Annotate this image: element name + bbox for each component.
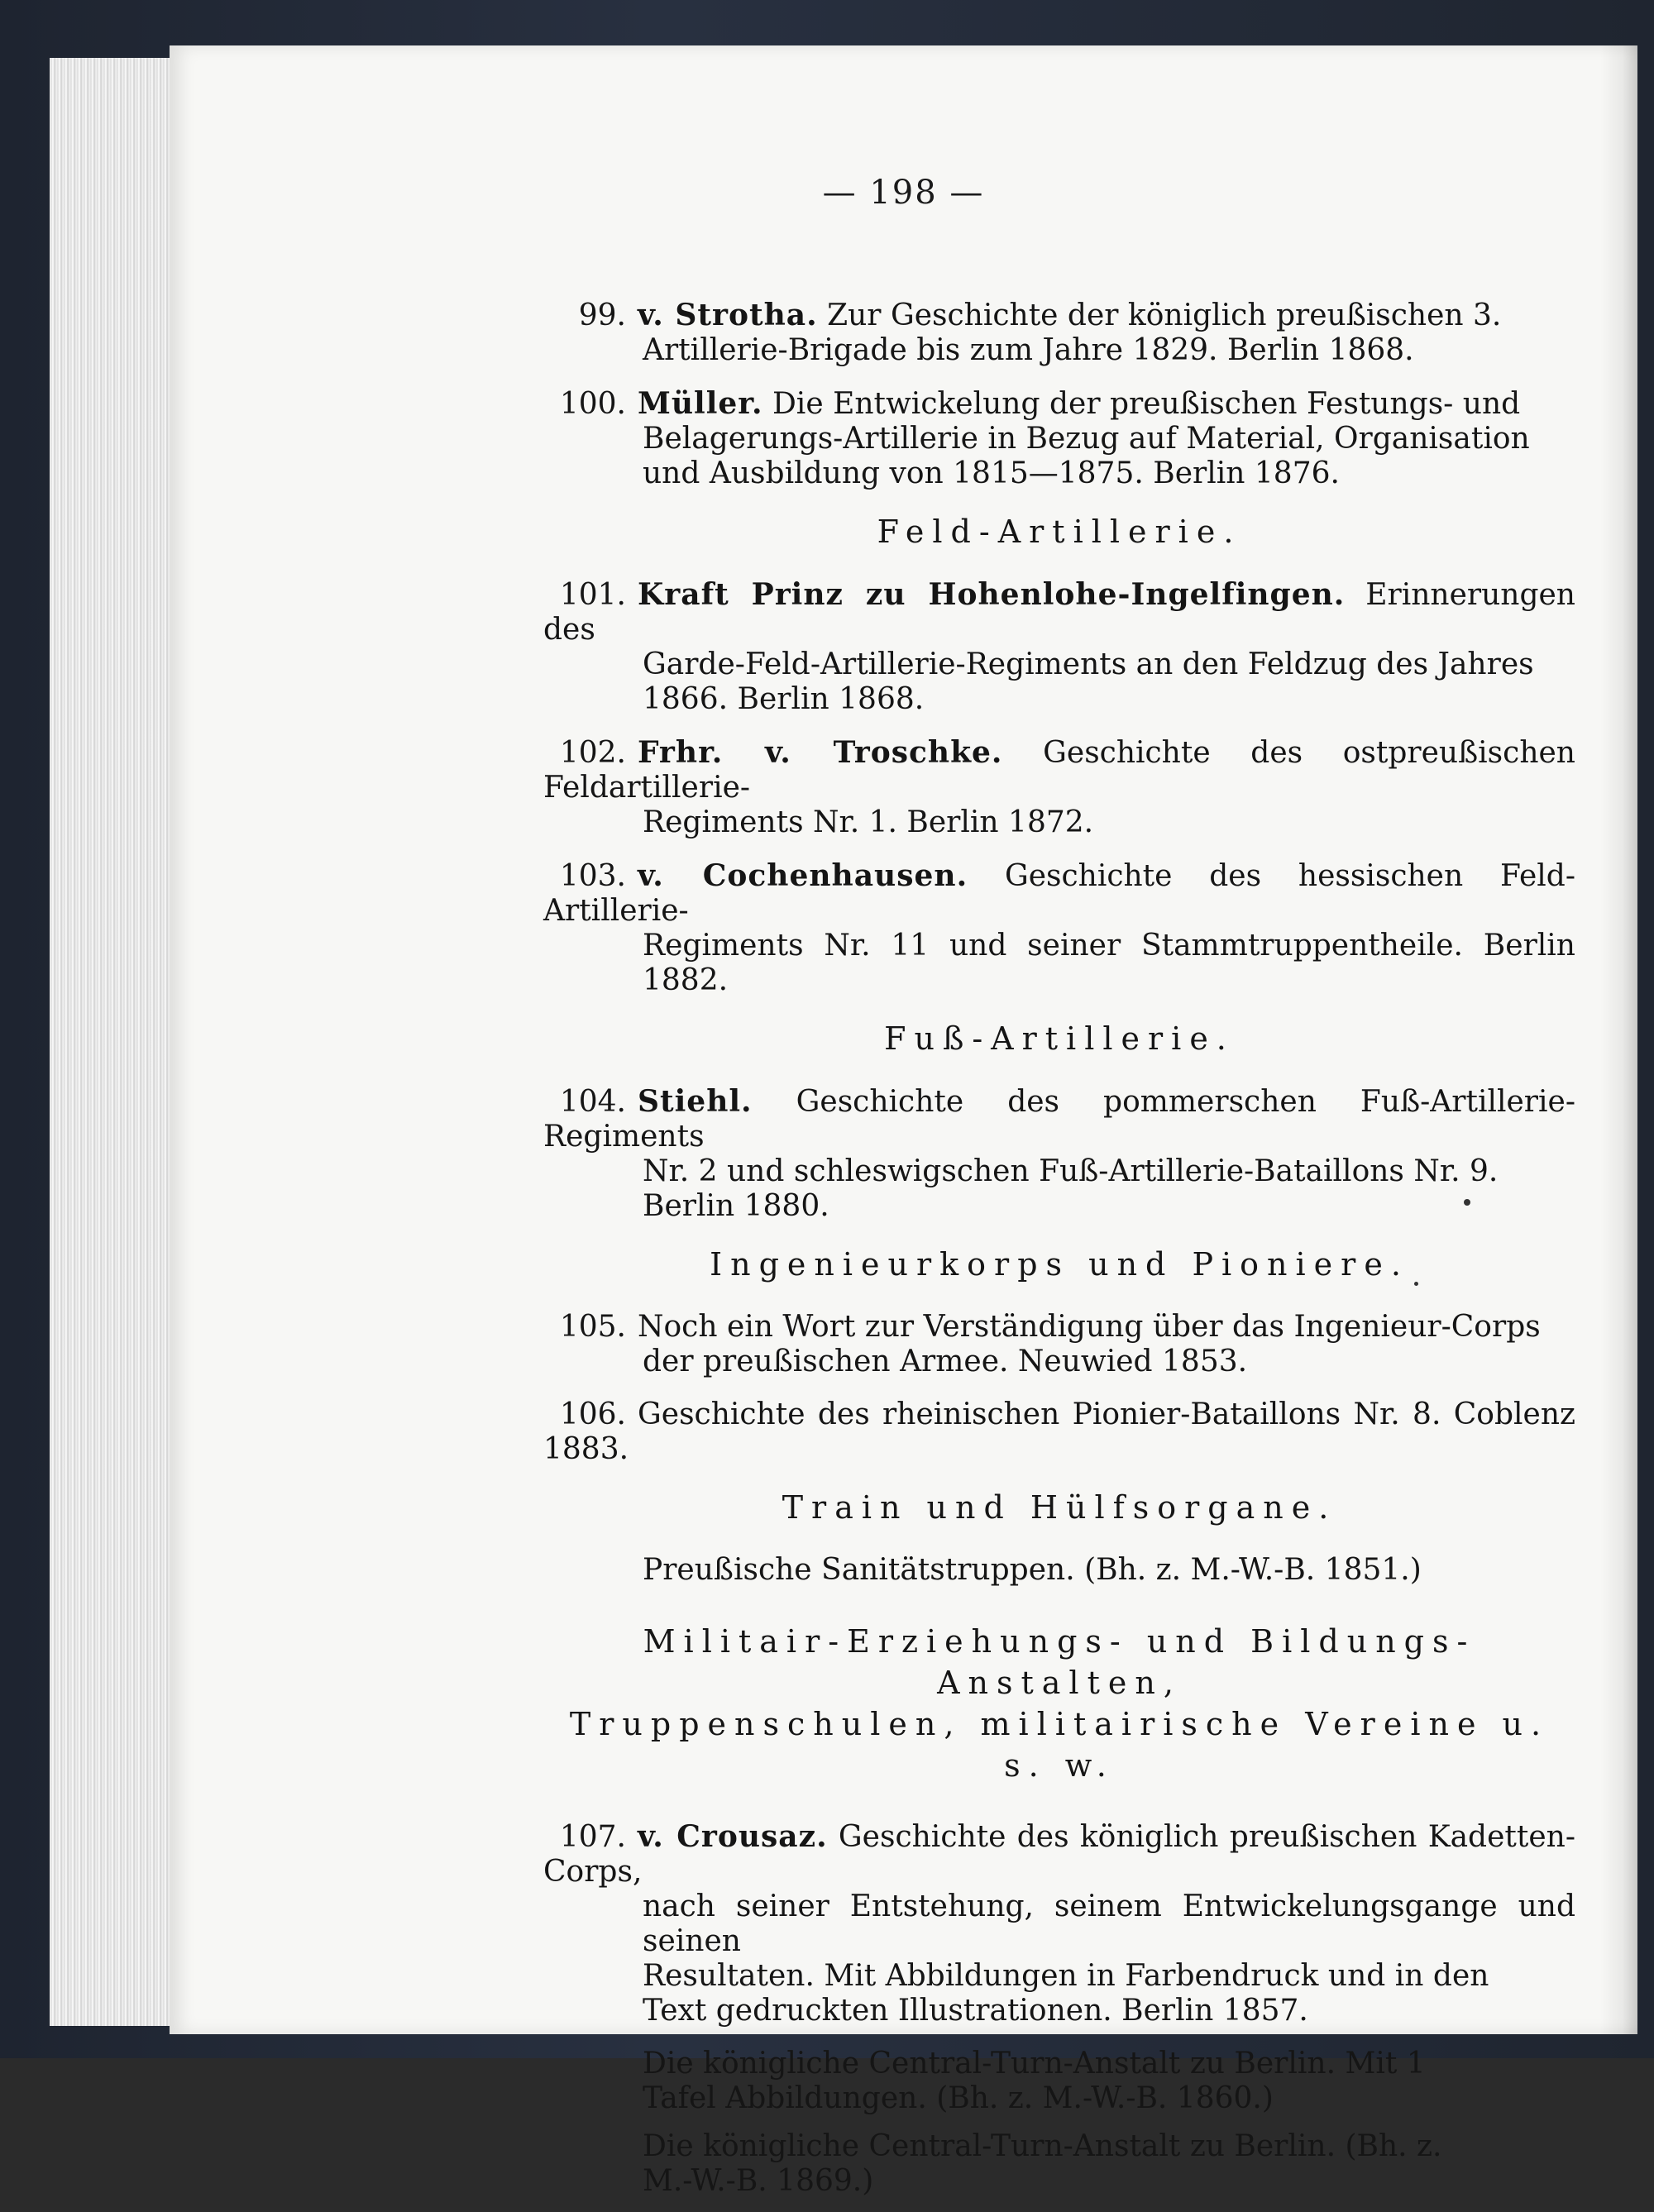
speck-mark xyxy=(1464,1199,1470,1206)
bibliography-entry xyxy=(543,1819,1575,2028)
entry-text-line: Resultaten. Mit Abbildungen in Farbendruck und in den xyxy=(643,1959,1489,1993)
entry-text-line: der preußischen Armee. Neuwied 1853. xyxy=(643,1345,1248,1378)
entry-title: Geschichte des pommerschen Fuß-Artillerie-Regiments xyxy=(543,1085,1575,1154)
bibliography-entry xyxy=(543,858,1575,998)
bibliography-content xyxy=(543,298,1575,2212)
section-heading: Ingenieurkorps und Pioniere. xyxy=(710,1246,1409,1283)
section-heading xyxy=(543,1621,1575,1786)
entry-title: Geschichte des ostpreußischen Feldartillerie- xyxy=(543,736,1575,805)
bibliography-entry xyxy=(543,577,1575,717)
bibliography-entry xyxy=(543,298,1575,368)
entry-title: Zur Geschichte der königlich preußischen 3. xyxy=(827,299,1502,332)
book-page xyxy=(170,45,1637,2198)
entry-number: 104. xyxy=(559,1085,626,1119)
entry-author: v. Crousaz. xyxy=(638,1819,828,1854)
entry-text-line: nach seiner Entstehung, seinem Entwickelungsgange und seinen xyxy=(643,1890,1575,1958)
entry-first-line xyxy=(543,858,1575,929)
entry-title: Geschichte des königlich preußischen Kadetten-Corps, xyxy=(543,1820,1575,1889)
entry-title: Noch ein Wort zur Verständigung über das Ingenieur-Corps xyxy=(638,1310,1541,1344)
entry-first-line xyxy=(543,298,1575,333)
bibliography-entry xyxy=(543,1553,1575,1588)
entry-text-line: Regiments Nr. 1. Berlin 1872. xyxy=(643,805,1094,839)
section-heading-line: Truppenschulen, militairische Vereine u. s. w. xyxy=(569,1706,1550,1784)
entry-first-line xyxy=(543,735,1575,805)
bibliography-entry xyxy=(543,1084,1575,1224)
section-heading: Train und Hülfsorgane. xyxy=(782,1489,1337,1526)
entry-text-line: Die königliche Central-Turn-Anstalt zu Berlin. Mit 1 xyxy=(643,2047,1426,2081)
entry-author: v. Cochenhausen. xyxy=(638,858,968,893)
entry-title: Erinnerungen des xyxy=(543,578,1575,647)
entry-title: Die Entwickelung der preußischen Festungs- und xyxy=(772,387,1521,421)
entry-text-line: Berlin 1880. xyxy=(643,1189,829,1223)
entry-number: 100. xyxy=(559,387,626,421)
section-heading-line: Militair-Erziehungs- und Bildungs-Anstalten, xyxy=(643,1623,1476,1701)
bibliography-entry xyxy=(543,1310,1575,1379)
section-heading: Fuß-Artillerie. xyxy=(884,1020,1235,1057)
entry-author: Müller. xyxy=(638,386,763,421)
entry-text-line: Tafel Abbildungen. (Bh. z. M.-W.-B. 1860.) xyxy=(643,2081,1274,2115)
entry-first-line xyxy=(543,386,1575,422)
entry-number: 105. xyxy=(559,1310,626,1344)
entry-number: 103. xyxy=(559,859,626,893)
entry-text-line: Nr. 2 und schleswigschen Fuß-Artillerie-Bataillons Nr. 9. xyxy=(643,1154,1499,1188)
entry-text-line: Preußische Sanitätstruppen. (Bh. z. M.-W.-B. 1851.) xyxy=(643,1553,1422,1587)
entry-first-line xyxy=(543,1397,1575,1467)
entry-title: Geschichte des rheinischen Pionier-Bataillons Nr. 8. Coblenz 1883. xyxy=(543,1397,1575,1466)
entry-author: Kraft Prinz zu Hohenlohe-Ingelfingen. xyxy=(638,577,1346,612)
entry-number: 101. xyxy=(559,578,626,612)
entry-number: 106. xyxy=(559,1397,626,1431)
page-number: — 198 — xyxy=(822,174,985,212)
entry-number: 102. xyxy=(559,736,626,770)
bibliography-entry xyxy=(543,2047,1575,2116)
page-shadow xyxy=(1600,45,1637,2034)
entry-author: Stiehl. xyxy=(638,1084,753,1119)
entry-author: Frhr. v. Troschke. xyxy=(638,735,1003,770)
entry-first-line xyxy=(543,577,1575,647)
bibliography-entry xyxy=(543,386,1575,491)
entry-first-line xyxy=(543,1819,1575,1890)
entry-title: Geschichte des hessischen Feld-Artillerie- xyxy=(543,859,1575,928)
entry-number: 99. xyxy=(578,299,626,332)
entry-author: v. Strotha. xyxy=(638,298,818,332)
entry-text-line: Regiments Nr. 11 und seiner Stammtruppentheile. Berlin 1882. xyxy=(643,929,1575,997)
entry-text-line: 1866. Berlin 1868. xyxy=(643,682,925,716)
entry-text-line: Die königliche Central-Turn-Anstalt zu Berlin. (Bh. z. xyxy=(643,2129,1442,2163)
speck-mark xyxy=(1414,1282,1418,1286)
entry-first-line xyxy=(543,1084,1575,1154)
entry-first-line xyxy=(543,1310,1575,1345)
bibliography-entry xyxy=(543,2129,1575,2199)
bibliography-entry xyxy=(543,735,1575,840)
entry-text-line: Artillerie-Brigade bis zum Jahre 1829. Berlin 1868. xyxy=(643,333,1414,367)
entry-text-line: Text gedruckten Illustrationen. Berlin 1857. xyxy=(643,1994,1308,2028)
entry-text-line: Belagerungs-Artillerie in Bezug auf Material, Organisation xyxy=(643,422,1530,456)
section-heading: Feld-Artillerie. xyxy=(877,514,1242,550)
entry-text-line: M.-W.-B. 1869.) xyxy=(643,2164,874,2198)
entry-number: 107. xyxy=(559,1820,626,1854)
entry-text-line: und Ausbildung von 1815—1875. Berlin 1876. xyxy=(643,456,1340,490)
entry-text-line: Garde-Feld-Artillerie-Regiments an den Feldzug des Jahres xyxy=(643,647,1534,681)
bibliography-entry xyxy=(543,1397,1575,1467)
page-edges xyxy=(50,58,175,2026)
